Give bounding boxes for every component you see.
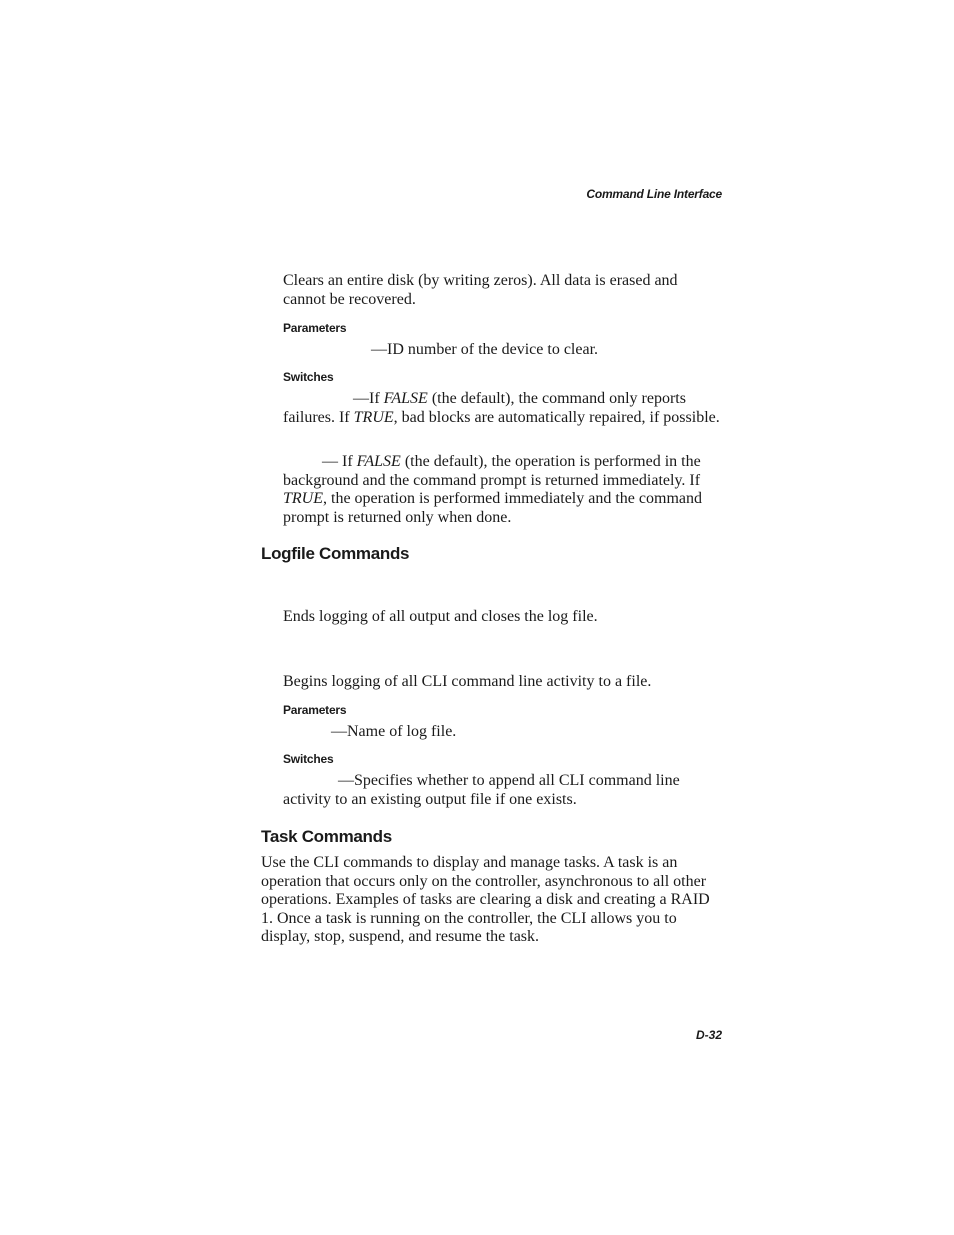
logfile-commands-heading: Logfile Commands [261,544,410,563]
switch-repair-true: TRUE [353,408,394,426]
logfile-start-description: Begins logging of all CLI command line activity to a file. [283,673,652,690]
task-commands-description: Use the CLI commands to display and manage tasks. A task is an operation that occurs only on the controller, asynchronous to all other operations. Examples of tasks are clearing a disk and creating a RAID 1. Once a task is running on the controller, the CLI allows you to display, stop, suspend, and resume the task. [261,854,710,945]
switch-wait-text-a: — If [322,453,357,470]
switch-wait-text-b: (the default), the operation is performed in the background and the command prompt is returned immediately. If [283,453,701,489]
param-file-text: —Name of log file. [331,723,457,740]
switch-wait-false: FALSE [356,453,401,470]
param-device-text: —ID number of the device to clear. [371,341,599,358]
switch-repair-text-c: , bad blocks are automatically repaired, if possible. [393,408,720,426]
switch-repair-false: FALSE [383,390,428,407]
switch-wait-true: TRUE [283,490,323,507]
switch-append-text: —Specifies whether to append all CLI command line activity to an existing output file if one exists. [283,772,680,808]
switch-wait-text-c: , the operation is performed immediately and the command prompt is returned only when done. [283,490,702,526]
clear-disk-param-device [283,341,723,360]
page-number: D-32 [695,1028,722,1042]
task-commands-heading: Task Commands [261,827,392,846]
clear-disk-switch-wait [283,453,723,527]
logfile-param-file [283,723,723,742]
logfile-switches-label: Switches [283,752,334,766]
logfile-switch-append [283,772,723,809]
clear-disk-description: Clears an entire disk (by writing zeros). All data is erased and cannot be recovered. [283,272,678,308]
clear-disk-switch-repair [283,390,723,427]
switch-repair-text-b: (the default), the command only reports failures. If [283,390,686,426]
clear-disk-switches-label: Switches [283,370,334,384]
switch-repair-text-a: —If [353,390,384,407]
logfile-end-description: Ends logging of all output and closes the log file. [283,608,598,625]
logfile-parameters-label: Parameters [283,703,347,717]
running-header: Command Line Interface [586,187,722,201]
clear-disk-parameters-label: Parameters [283,321,347,335]
